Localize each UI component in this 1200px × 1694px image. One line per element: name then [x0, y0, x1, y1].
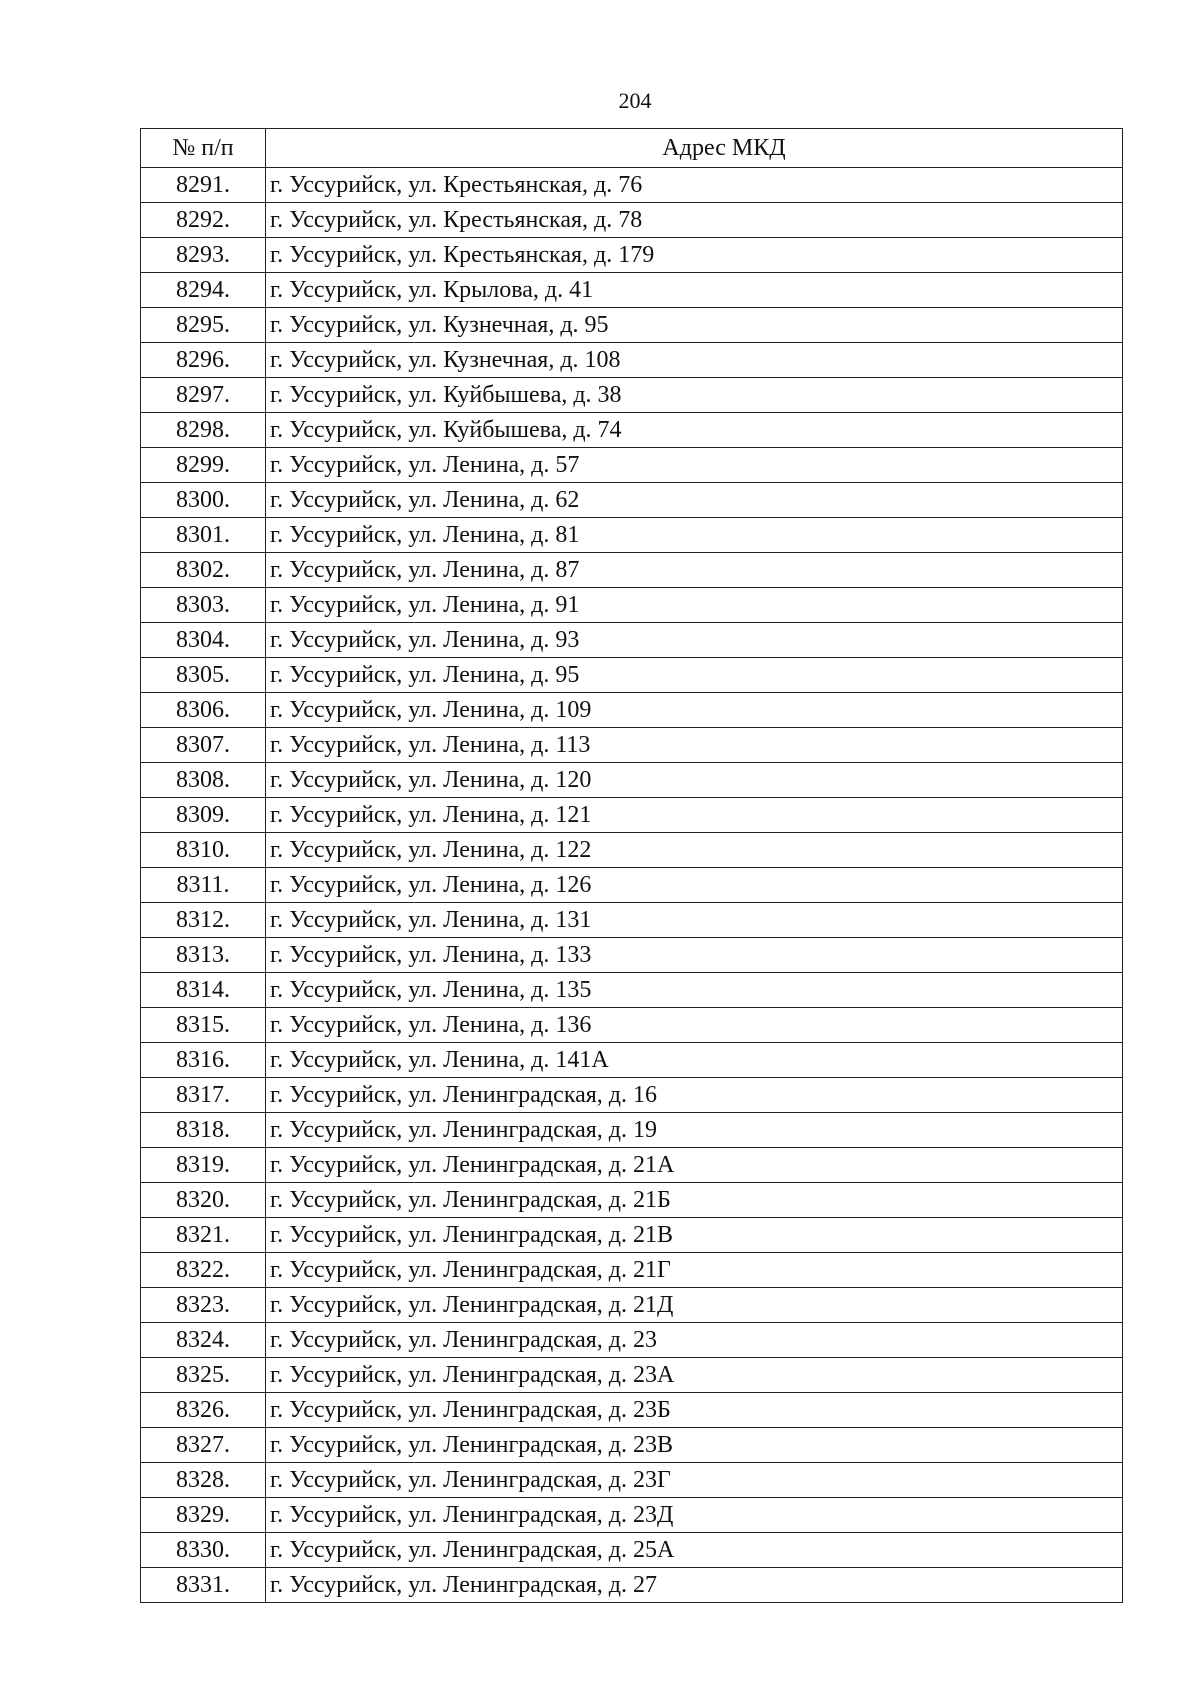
- row-address: г. Уссурийск, ул. Ленинградская, д. 27: [266, 1568, 1123, 1603]
- row-number: 8299.: [141, 448, 266, 483]
- row-number: 8323.: [141, 1288, 266, 1323]
- row-address: г. Уссурийск, ул. Ленина, д. 131: [266, 903, 1123, 938]
- row-number: 8326.: [141, 1393, 266, 1428]
- table-row: [141, 973, 1123, 1008]
- row-address: г. Уссурийск, ул. Ленинградская, д. 21В: [266, 1218, 1123, 1253]
- row-address: г. Уссурийск, ул. Ленина, д. 91: [266, 588, 1123, 623]
- table-row: [141, 203, 1123, 238]
- row-number: 8330.: [141, 1533, 266, 1568]
- row-number: 8292.: [141, 203, 266, 238]
- table-row: [141, 903, 1123, 938]
- table-body: [141, 168, 1123, 1603]
- row-number: 8301.: [141, 518, 266, 553]
- table-row: [141, 623, 1123, 658]
- table-row: [141, 308, 1123, 343]
- row-number: 8321.: [141, 1218, 266, 1253]
- row-number: 8305.: [141, 658, 266, 693]
- row-number: 8298.: [141, 413, 266, 448]
- table-row: [141, 938, 1123, 973]
- row-address: г. Уссурийск, ул. Ленинградская, д. 21Б: [266, 1183, 1123, 1218]
- row-number: 8318.: [141, 1113, 266, 1148]
- row-address: г. Уссурийск, ул. Ленина, д. 126: [266, 868, 1123, 903]
- row-address: г. Уссурийск, ул. Ленинградская, д. 23Д: [266, 1498, 1123, 1533]
- row-number: 8306.: [141, 693, 266, 728]
- row-address: г. Уссурийск, ул. Ленинградская, д. 25А: [266, 1533, 1123, 1568]
- row-address: г. Уссурийск, ул. Куйбышева, д. 38: [266, 378, 1123, 413]
- row-address: г. Уссурийск, ул. Ленина, д. 87: [266, 553, 1123, 588]
- row-address: г. Уссурийск, ул. Ленинградская, д. 19: [266, 1113, 1123, 1148]
- table-row: [141, 1183, 1123, 1218]
- row-number: 8302.: [141, 553, 266, 588]
- table-row: [141, 1253, 1123, 1288]
- table-row: [141, 798, 1123, 833]
- table-row: [141, 1533, 1123, 1568]
- table-row: [141, 833, 1123, 868]
- row-address: г. Уссурийск, ул. Кузнечная, д. 95: [266, 308, 1123, 343]
- table-row: [141, 483, 1123, 518]
- table-row: [141, 553, 1123, 588]
- row-number: 8324.: [141, 1323, 266, 1358]
- row-address: г. Уссурийск, ул. Ленинградская, д. 23А: [266, 1358, 1123, 1393]
- row-number: 8319.: [141, 1148, 266, 1183]
- table-row: [141, 168, 1123, 203]
- table-row: [141, 763, 1123, 798]
- table-row: [141, 868, 1123, 903]
- row-address: г. Уссурийск, ул. Ленина, д. 62: [266, 483, 1123, 518]
- table-row: [141, 378, 1123, 413]
- table-row: [141, 1323, 1123, 1358]
- table-row: [141, 1393, 1123, 1428]
- row-number: 8310.: [141, 833, 266, 868]
- row-number: 8297.: [141, 378, 266, 413]
- row-number: 8317.: [141, 1078, 266, 1113]
- row-address: г. Уссурийск, ул. Крестьянская, д. 179: [266, 238, 1123, 273]
- address-table: [140, 128, 1123, 1603]
- table-row: [141, 1008, 1123, 1043]
- row-number: 8327.: [141, 1428, 266, 1463]
- row-address: г. Уссурийск, ул. Ленинградская, д. 21Г: [266, 1253, 1123, 1288]
- row-address: г. Уссурийск, ул. Ленинградская, д. 16: [266, 1078, 1123, 1113]
- row-address: г. Уссурийск, ул. Ленина, д. 133: [266, 938, 1123, 973]
- table-row: [141, 588, 1123, 623]
- table-row: [141, 1218, 1123, 1253]
- row-address: г. Уссурийск, ул. Ленина, д. 109: [266, 693, 1123, 728]
- table-row: [141, 1463, 1123, 1498]
- table-header-row: [141, 129, 1123, 168]
- row-number: 8322.: [141, 1253, 266, 1288]
- row-address: г. Уссурийск, ул. Ленинградская, д. 23В: [266, 1428, 1123, 1463]
- row-address: г. Уссурийск, ул. Ленинградская, д. 21А: [266, 1148, 1123, 1183]
- row-address: г. Уссурийск, ул. Ленина, д. 81: [266, 518, 1123, 553]
- row-address: г. Уссурийск, ул. Ленина, д. 136: [266, 1008, 1123, 1043]
- row-address: г. Уссурийск, ул. Ленина, д. 120: [266, 763, 1123, 798]
- row-number: 8307.: [141, 728, 266, 763]
- row-address: г. Уссурийск, ул. Ленина, д. 141А: [266, 1043, 1123, 1078]
- row-address: г. Уссурийск, ул. Ленинградская, д. 23Б: [266, 1393, 1123, 1428]
- row-address: г. Уссурийск, ул. Ленина, д. 122: [266, 833, 1123, 868]
- row-address: г. Уссурийск, ул. Ленинградская, д. 23Г: [266, 1463, 1123, 1498]
- table-row: [141, 1078, 1123, 1113]
- table-row: [141, 1113, 1123, 1148]
- table-row: [141, 448, 1123, 483]
- table-row: [141, 1428, 1123, 1463]
- row-address: г. Уссурийск, ул. Ленина, д. 95: [266, 658, 1123, 693]
- table-row: [141, 1568, 1123, 1603]
- table-row: [141, 1148, 1123, 1183]
- table-row: [141, 273, 1123, 308]
- row-number: 8294.: [141, 273, 266, 308]
- row-address: г. Уссурийск, ул. Ленинградская, д. 21Д: [266, 1288, 1123, 1323]
- row-address: г. Уссурийск, ул. Крылова, д. 41: [266, 273, 1123, 308]
- row-number: 8308.: [141, 763, 266, 798]
- table-row: [141, 1043, 1123, 1078]
- table-row: [141, 1358, 1123, 1393]
- row-number: 8314.: [141, 973, 266, 1008]
- row-address: г. Уссурийск, ул. Ленинградская, д. 23: [266, 1323, 1123, 1358]
- row-number: 8293.: [141, 238, 266, 273]
- row-number: 8303.: [141, 588, 266, 623]
- row-number: 8295.: [141, 308, 266, 343]
- row-number: 8296.: [141, 343, 266, 378]
- row-number: 8316.: [141, 1043, 266, 1078]
- row-address: г. Уссурийск, ул. Ленина, д. 93: [266, 623, 1123, 658]
- row-number: 8304.: [141, 623, 266, 658]
- table-row: [141, 658, 1123, 693]
- row-number: 8300.: [141, 483, 266, 518]
- row-address: г. Уссурийск, ул. Крестьянская, д. 76: [266, 168, 1123, 203]
- row-number: 8315.: [141, 1008, 266, 1043]
- row-address: г. Уссурийск, ул. Кузнечная, д. 108: [266, 343, 1123, 378]
- row-address: г. Уссурийск, ул. Ленина, д. 113: [266, 728, 1123, 763]
- table-row: [141, 1288, 1123, 1323]
- row-number: 8328.: [141, 1463, 266, 1498]
- row-address: г. Уссурийск, ул. Ленина, д. 57: [266, 448, 1123, 483]
- row-number: 8291.: [141, 168, 266, 203]
- table-row: [141, 343, 1123, 378]
- row-number: 8325.: [141, 1358, 266, 1393]
- row-address: г. Уссурийск, ул. Ленина, д. 135: [266, 973, 1123, 1008]
- table-row: [141, 413, 1123, 448]
- row-number: 8331.: [141, 1568, 266, 1603]
- page-number: 204: [618, 88, 652, 113]
- table-row: [141, 728, 1123, 763]
- row-address: г. Уссурийск, ул. Ленина, д. 121: [266, 798, 1123, 833]
- row-address: г. Уссурийск, ул. Крестьянская, д. 78: [266, 203, 1123, 238]
- header-address: Адрес МКД: [266, 129, 1123, 168]
- table-row: [141, 518, 1123, 553]
- table-row: [141, 693, 1123, 728]
- table-row: [141, 1498, 1123, 1533]
- row-number: 8311.: [141, 868, 266, 903]
- header-number: № п/п: [141, 129, 266, 168]
- row-number: 8320.: [141, 1183, 266, 1218]
- row-number: 8329.: [141, 1498, 266, 1533]
- row-address: г. Уссурийск, ул. Куйбышева, д. 74: [266, 413, 1123, 448]
- table-row: [141, 238, 1123, 273]
- row-number: 8313.: [141, 938, 266, 973]
- row-number: 8312.: [141, 903, 266, 938]
- row-number: 8309.: [141, 798, 266, 833]
